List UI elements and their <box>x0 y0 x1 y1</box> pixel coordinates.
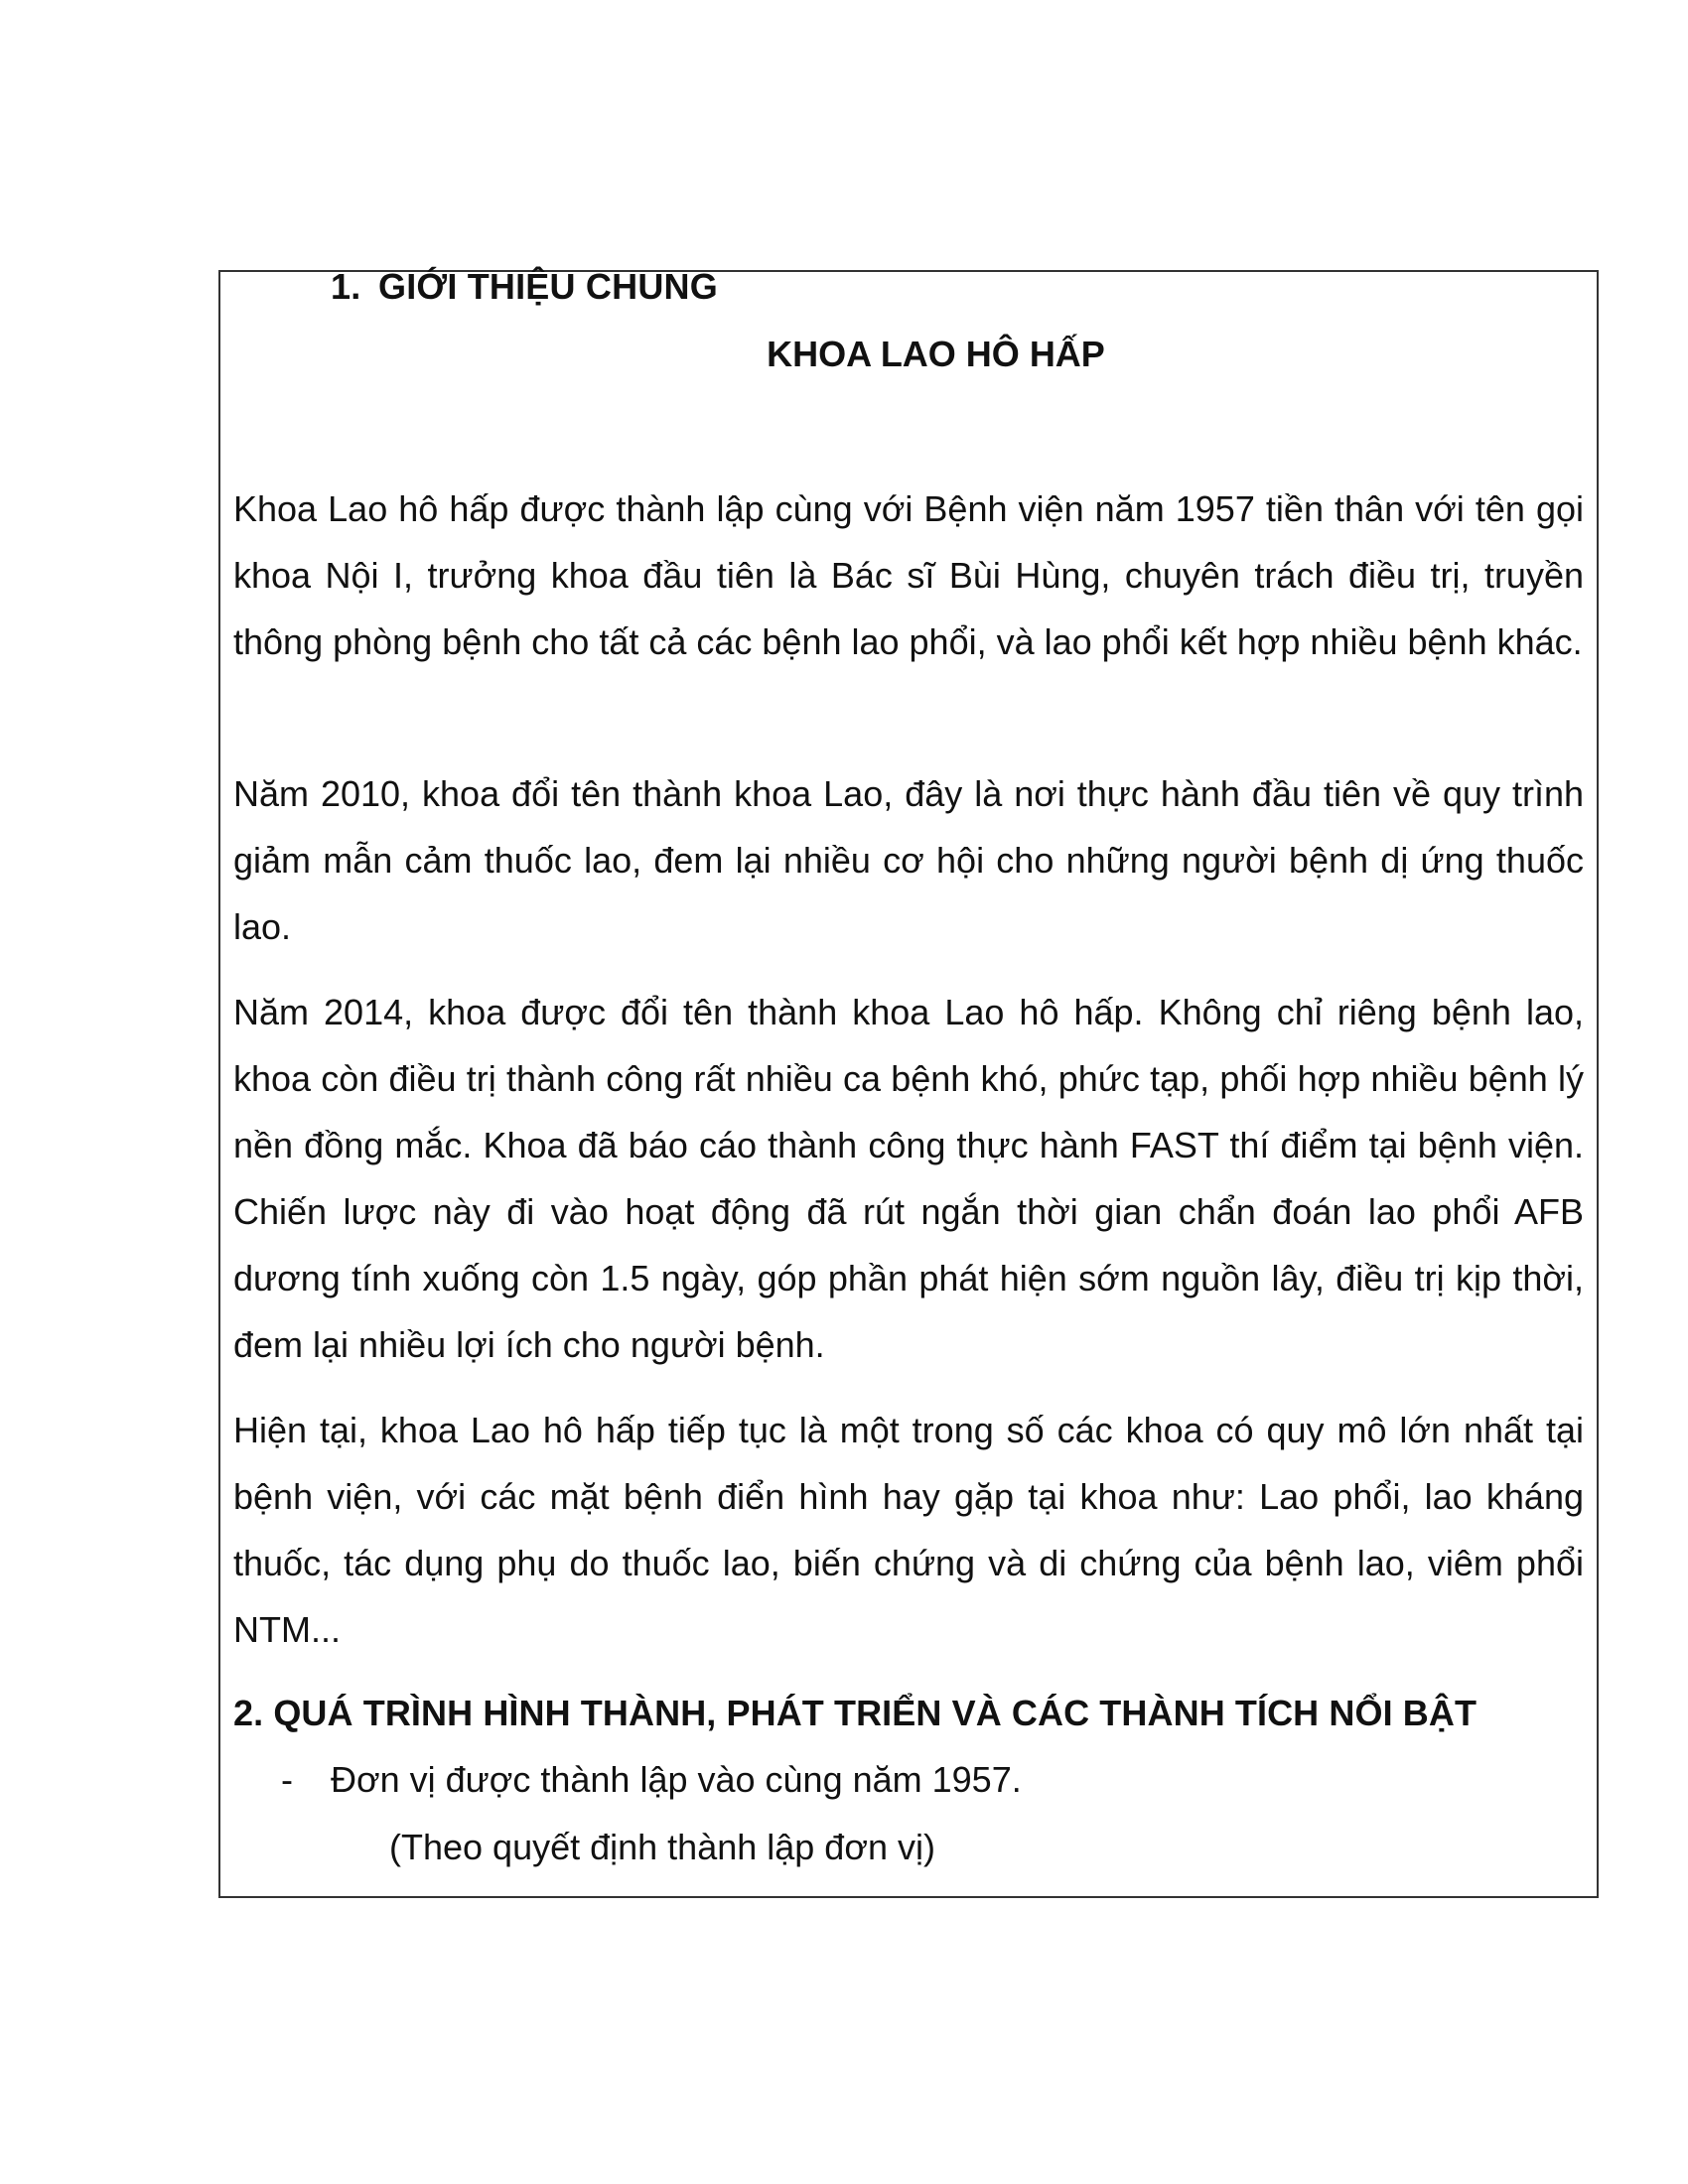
section-1-title: GIỚI THIỆU CHUNG <box>378 266 718 307</box>
section-2-heading: 2. QUÁ TRÌNH HÌNH THÀNH, PHÁT TRIỂN VÀ CÁC THÀNH TÍCH NỔI BẬT <box>233 1693 1477 1733</box>
paragraph-history: Khoa Lao hô hấp được thành lập cùng với Bệnh viện năm 1957 tiền thân với tên gọi khoa Nội I, trưởng khoa đầu tiên là Bác sĩ Bùi Hùng, chuyên trách điều trị, truyền thông phòng bệnh cho tất cả các bệnh lao phổi, và lao phổi kết hợp nhiều bệnh khác. <box>233 488 1584 662</box>
decision-note: (Theo quyết định thành lập đơn vị) <box>389 1827 935 1867</box>
bullet-text: Đơn vị được thành lập vào cùng năm 1957. <box>331 1759 1022 1800</box>
list-item <box>281 1759 1022 1801</box>
section-1-heading <box>331 266 718 308</box>
paragraph-2014: Năm 2014, khoa được đổi tên thành khoa Lao hô hấp. Không chỉ riêng bệnh lao, khoa còn điều trị thành công rất nhiều ca bệnh khó, phức tạp, phối hợp nhiều bệnh lý nền đồng mắc. Khoa đã báo cáo thành công thực hành FAST thí điểm tại bệnh viện. Chiến lược này đi vào hoạt động đã rút ngắn thời gian chẩn đoán lao phổi AFB dương tính xuống còn 1.5 ngày, góp phần phát hiện sớm nguồn lây, điều trị kịp thời, đem lại nhiều lợi ích cho người bệnh. <box>233 992 1584 1365</box>
paragraph-2010: Năm 2010, khoa đổi tên thành khoa Lao, đây là nơi thực hành đầu tiên về quy trình giảm mẫn cảm thuốc lao, đem lại nhiều cơ hội cho những người bệnh dị ứng thuốc lao. <box>233 773 1584 947</box>
bullet-dash: - <box>281 1759 293 1800</box>
department-title: KHOA LAO HÔ HẤP <box>767 334 1105 374</box>
section-1-number: 1. <box>331 266 361 307</box>
paragraph-current: Hiện tại, khoa Lao hô hấp tiếp tục là một trong số các khoa có quy mô lớn nhất tại bệnh viện, với các mặt bệnh điển hình hay gặp tại khoa như: Lao phổi, lao kháng thuốc, tác dụng phụ do thuốc lao, biến chứng và di chứng của bệnh lao, viêm phổi NTM... <box>233 1410 1584 1650</box>
